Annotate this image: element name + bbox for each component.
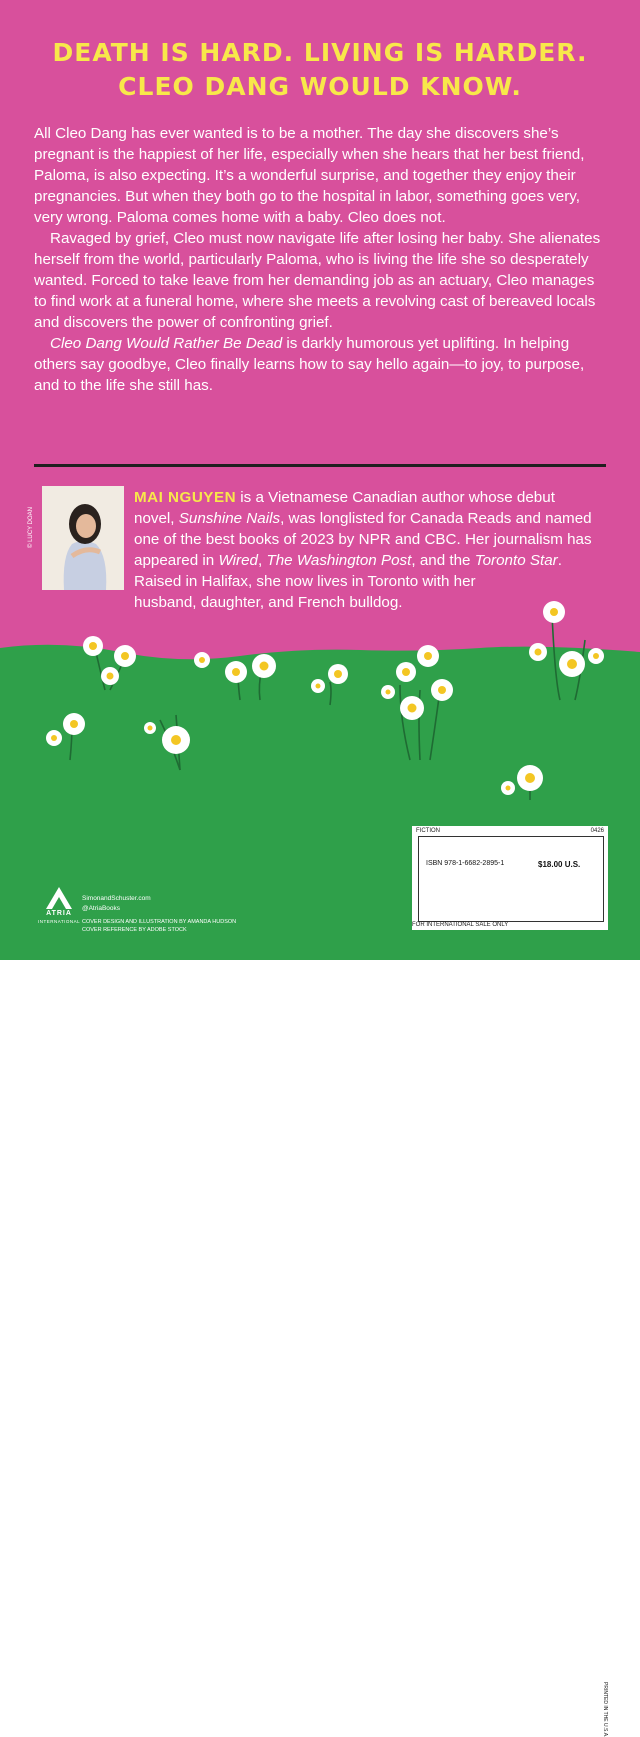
cover-credits bbox=[82, 918, 236, 934]
publisher-handle[interactable]: @AtriaBooks bbox=[82, 905, 121, 912]
book-title-italic: Cleo Dang Would Rather Be Dead bbox=[50, 335, 283, 352]
product-code: 0426 bbox=[590, 828, 604, 834]
publisher-links bbox=[82, 894, 151, 914]
bio-text: novel, bbox=[134, 510, 179, 527]
description-paragraph-3-text: is darkly humorous yet uplifting. In helping others say goodbye, Cleo finally learns how to say hello again—to joy, to purpose, and to the life she still has. bbox=[34, 335, 585, 394]
bio-text: appeared in bbox=[134, 552, 219, 569]
price-label: $18.00 U.S. bbox=[538, 860, 581, 869]
publication-title: Wired bbox=[218, 552, 258, 569]
bio-text: , and the bbox=[411, 552, 475, 569]
logo-wordmark: ATRIA bbox=[46, 910, 72, 917]
book-description bbox=[34, 123, 606, 396]
section-divider bbox=[34, 464, 606, 467]
bio-text: . bbox=[557, 552, 562, 569]
reference-credit: COVER REFERENCE BY ADOBE STOCK bbox=[82, 927, 187, 933]
publisher-website[interactable]: SimonandSchuster.com bbox=[82, 895, 151, 902]
author-photo bbox=[42, 486, 124, 590]
tagline-headline bbox=[0, 36, 640, 104]
author-bio bbox=[134, 487, 612, 613]
design-credit: COVER DESIGN AND ILLUSTRATION BY AMANDA HUDSON bbox=[82, 919, 237, 925]
bio-text: , bbox=[257, 552, 267, 569]
barcode-frame bbox=[418, 836, 604, 922]
bio-text: husband, daughter, and French bulldog. bbox=[134, 594, 403, 611]
photo-credit: © LUCY DOAN bbox=[28, 507, 34, 548]
description-paragraph-2: Ravaged by grief, Cleo must now navigate life after losing her baby. She alienates herself from the world, particularly Paloma, who is living the life she so desperately wanted. Forced to take leave from her demanding job as an actuary, Cleo manages to find work at a funeral home, where she meets a revolving cast of bereaved locals and discovers the power of confronting grief. bbox=[34, 230, 601, 331]
description-paragraph-3 bbox=[34, 333, 606, 396]
printed-in-label: PRINTED IN THE U.S.A. bbox=[602, 1682, 608, 1737]
description-paragraph-1: All Cleo Dang has ever wanted is to be a mother. The day she discovers she’s pregnant is the happiest of her life, especially when she hears that her best friend, Paloma, is also expecting. It’s a wonderful surprise, and together they enjoy their pregnancies. But when they both go to the hospital in labor, something goes very, very wrong. Paloma comes home with a baby. Cleo does not. bbox=[34, 125, 585, 226]
bio-text: Raised in Halifax, she now lives in Toronto with her bbox=[134, 573, 476, 590]
isbn-number: ISBN 978-1-6682-2895-1 bbox=[426, 860, 505, 867]
logo-subtitle: INTERNATIONAL bbox=[38, 919, 81, 924]
tagline-line-1: DEATH IS HARD. LIVING IS HARDER. bbox=[52, 38, 588, 67]
genre-label: FICTION bbox=[416, 828, 440, 834]
barcode-box bbox=[412, 826, 608, 1737]
bio-text: , was longlisted for Canada Reads and named bbox=[280, 510, 592, 527]
debut-novel-title: Sunshine Nails bbox=[178, 510, 281, 527]
tagline-line-2: CLEO DANG WOULD KNOW. bbox=[118, 72, 522, 101]
author-name: MAI NGUYEN bbox=[134, 489, 237, 506]
publication-title: Toronto Star bbox=[474, 552, 558, 569]
publisher-logo bbox=[38, 886, 81, 936]
atria-a-icon bbox=[44, 886, 74, 910]
bio-text: is a Vietnamese Canadian author whose debut bbox=[236, 489, 555, 506]
publication-title: The Washington Post bbox=[266, 552, 412, 569]
sale-notice: FOR INTERNATIONAL SALE ONLY bbox=[412, 922, 509, 928]
bio-text: one of the best books of 2023 by NPR and CBC. Her journalism has bbox=[134, 531, 592, 548]
